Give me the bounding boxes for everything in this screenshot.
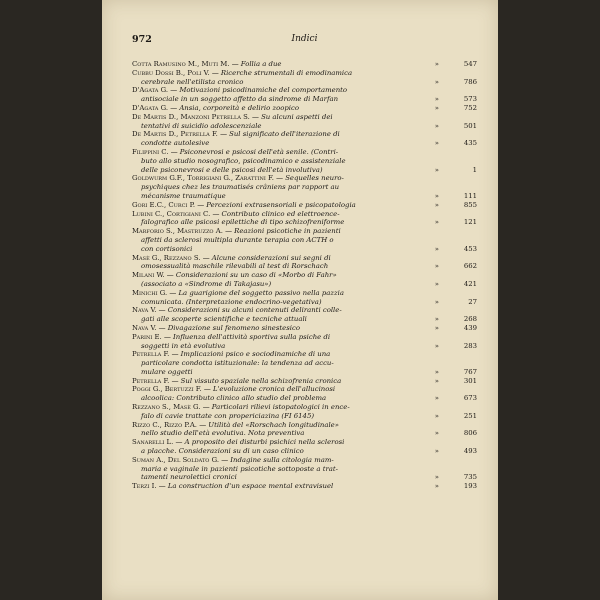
entry-page: 439: [463, 323, 477, 332]
entry-author: Lubini C., Cortigiani C.: [132, 209, 213, 218]
entry-title-line: gati alle scoperte scientifiche e tecniche attuali: [141, 315, 307, 324]
page-title: Indici: [291, 34, 318, 44]
index-entry: [132, 69, 477, 87]
index-entry: [132, 482, 477, 491]
entry-author: Rizzo C., Rizzo P.A.: [132, 420, 200, 429]
entry-title-line: antisociale in un soggetto affetto da sindrome di Marfan: [141, 95, 339, 104]
entry-text: [132, 210, 477, 228]
page-number: 972: [132, 34, 152, 45]
index-entry: [132, 289, 477, 307]
entry-text: [132, 385, 477, 403]
entry-title-line: — Implicazioni psico e sociodinamiche di una: [171, 350, 331, 359]
entry-page: 121: [463, 218, 477, 227]
entry-title-line: — Alcune considerazioni sui segni di: [202, 253, 331, 262]
page-marker: »: [434, 482, 439, 491]
index-entry: [132, 403, 477, 421]
entry-title-line: a placche. Considerazioni su di un caso clinico: [141, 447, 304, 456]
entry-title-line: falo di cavie trattate con propericiazina (FI 6145): [141, 411, 315, 420]
page-marker: »: [434, 244, 439, 253]
entry-page: 573: [463, 95, 477, 104]
entry-title-line: — Psiconevrosi e psicosi dell'età senile. (Contri-: [170, 147, 339, 156]
entry-title-line: — Sul significato dell'iterazione di: [220, 130, 340, 139]
entry-author: Petrella F.: [132, 376, 172, 385]
page-header: [132, 34, 477, 48]
entry-author: Petrella F.: [132, 350, 172, 359]
entry-title-line: maria e vaginale in pazienti psicotiche sottoposte a trat-: [141, 464, 338, 473]
entry-page: 547: [463, 60, 477, 68]
entry-title-line: — Divagazione sul fenomeno sinestesico: [158, 323, 301, 332]
entry-author: Suman A., Del Soldato G.: [132, 455, 222, 464]
entry-page: 111: [463, 191, 477, 200]
index-entry: [132, 201, 477, 210]
entry-text: [132, 289, 477, 307]
index-entry: [132, 210, 477, 228]
page-marker: »: [434, 341, 439, 350]
entry-text: [132, 403, 477, 421]
page-marker: »: [434, 60, 439, 68]
page-marker: »: [434, 315, 439, 324]
entry-author: Sanarelli L.: [132, 438, 176, 447]
entry-text: [132, 350, 477, 376]
entry-title-line: buto allo studio nosografico, psicodinamico e assistenziale: [141, 156, 346, 165]
book-page: [102, 0, 498, 600]
index-entry: [132, 438, 477, 456]
entry-author: Terzi I.: [132, 482, 159, 491]
index-entry: [132, 350, 477, 376]
entry-title-line: — Considerazioni su alcuni contenuti deliranti colle-: [158, 306, 342, 315]
entry-author: Nava V.: [132, 306, 159, 315]
entry-text: [132, 69, 477, 87]
entry-author: De Martis D., Petrella F.: [132, 130, 221, 139]
entry-text: [132, 201, 477, 210]
entry-title-line: — Motivazioni psicodinamiche del comportamento: [170, 86, 348, 95]
entry-title-line: omosessualità maschile rilevabili al test di Rorschach: [141, 262, 329, 271]
entry-title-line: — Reazioni psicotiche in pazienti: [225, 227, 341, 236]
entry-author: Minichi G.: [132, 288, 170, 297]
entry-page: 855: [463, 200, 477, 209]
entry-page: 786: [463, 77, 477, 86]
entry-page: 27: [468, 297, 477, 306]
index-entry: [132, 86, 477, 104]
entry-title-line: — Percezioni extrasensoriali e psicopatologia: [197, 200, 356, 209]
page-marker: »: [434, 447, 439, 456]
entry-text: [132, 456, 477, 482]
entry-title-line: cerebrale nell'etilista cronico: [141, 77, 244, 86]
entry-title-line: — L'evoluzione cronica dell'allucinosi: [203, 385, 336, 394]
entry-title-line: — Sul vissuto spaziale nella schizofrenia cronica: [171, 376, 342, 385]
index-entry: [132, 271, 477, 289]
page-marker: »: [434, 473, 439, 482]
entry-title-line: delle psiconevrosi e delle psicosi dell'età involutiva): [141, 165, 323, 174]
entry-title-line: nello studio dell'età evolutiva. Nota preventiva: [141, 429, 305, 438]
page-marker: »: [434, 323, 439, 332]
entry-author: Rezzano S., Masè G.: [132, 403, 203, 412]
page-marker: »: [434, 411, 439, 420]
entry-title-line: alcoolica: Contributo clinico allo studio del problema: [141, 394, 327, 403]
entry-title-line: — Indagine sulla citologia mam-: [221, 455, 334, 464]
entry-title-line: — Follia a due: [231, 60, 282, 68]
page-marker: »: [434, 200, 439, 209]
entry-page: 501: [463, 121, 477, 130]
entry-author: Nava V.: [132, 323, 159, 332]
index-entry: [132, 60, 477, 69]
entry-page: 268: [463, 315, 477, 324]
entry-page: 435: [463, 139, 477, 148]
entry-title-line: con cortisonici: [141, 244, 193, 253]
entry-text: [132, 254, 477, 272]
entry-text: [132, 438, 477, 456]
entry-text: [132, 148, 477, 174]
index-entry: [132, 324, 477, 333]
entry-author: Poggi G., Bertuzzi F.: [132, 385, 204, 394]
entry-page: 453: [463, 244, 477, 253]
entry-text: [132, 306, 477, 324]
entry-text: [132, 333, 477, 351]
entry-page: 1: [472, 165, 477, 174]
entry-title-line: condotte autolesive: [141, 139, 210, 148]
entry-title-line: — La guarigione del soggetto passivo nella pazzia: [169, 288, 344, 297]
page-marker: »: [434, 218, 439, 227]
entry-author: Marforio S., Mastruzzo A.: [132, 227, 226, 236]
page-marker: »: [434, 139, 439, 148]
entry-author: Gori E.C., Curci P.: [132, 200, 198, 209]
entry-text: [132, 271, 477, 289]
entry-page: 767: [463, 367, 477, 376]
entry-text: [132, 104, 477, 113]
index-entry: [132, 174, 477, 200]
page-marker: »: [434, 279, 439, 288]
index-entry: [132, 377, 477, 386]
page-marker: »: [434, 103, 439, 112]
page-marker: »: [434, 95, 439, 104]
entry-title-line: comunicata. (Interpretazione endocrino-vegetativa): [141, 297, 322, 306]
page-marker: »: [434, 394, 439, 403]
entry-title-line: — Sequelles neuro-: [276, 174, 344, 183]
entry-text: [132, 86, 477, 104]
entry-title-line: mulare oggetti: [141, 367, 193, 376]
entry-page: 493: [463, 447, 477, 456]
entry-page: 283: [463, 341, 477, 350]
entry-page: 301: [463, 376, 477, 385]
entry-page: 421: [463, 279, 477, 288]
entry-title-line: — Utilità del «Rorschach longitudinale»: [199, 420, 339, 429]
entry-author: De Martis D., Manzoni Petrella S.: [132, 112, 252, 121]
entry-title-line: — Particolari rilievi istopatologici in ence-: [202, 403, 350, 412]
index-entry: [132, 306, 477, 324]
entry-text: [132, 324, 477, 333]
entry-title-line: affetti da sclerosi multipla durante terapia con ACTH o: [141, 235, 334, 244]
index-entry: [132, 227, 477, 253]
entry-text: [132, 482, 477, 491]
entry-title-line: soggetti in età evolutiva: [141, 341, 226, 350]
index-entry: [132, 104, 477, 113]
entry-title-line: falografico alle psicosi epilettiche di tipo schizofreniforme: [141, 218, 345, 227]
page-marker: »: [434, 121, 439, 130]
page-marker: »: [434, 429, 439, 438]
entry-title-line: mécanisme traumatique: [141, 191, 226, 200]
entry-title-line: tamenti neurolettici cronici: [141, 473, 237, 482]
index-entry: [132, 113, 477, 131]
entry-page: 806: [463, 429, 477, 438]
entry-text: [132, 113, 477, 131]
entry-author: Cubbu Dossi B., Poli V.: [132, 68, 212, 77]
entry-text: [132, 130, 477, 148]
entry-author: D'Agata G.: [132, 86, 171, 95]
entry-page: 251: [463, 411, 477, 420]
entry-author: Cotta Ramusino M., Muti M.: [132, 60, 232, 68]
page-marker: »: [434, 191, 439, 200]
entry-title-line: — Su alcuni aspetti dei: [251, 112, 333, 121]
entry-author: Filippini C.: [132, 147, 171, 156]
entry-page: 193: [463, 482, 477, 491]
entry-author: Masè G., Rezzano S.: [132, 253, 203, 262]
index-entry: [132, 333, 477, 351]
index-entry: [132, 421, 477, 439]
page-marker: »: [434, 262, 439, 271]
index-entry: [132, 385, 477, 403]
page-marker: »: [434, 376, 439, 385]
entry-text: [132, 421, 477, 439]
entry-title-line: — Influenza dell'attività sportiva sulla psiche di: [163, 332, 331, 341]
entry-title-line: tentativi di suicidio adolescenziale: [141, 121, 262, 130]
entry-title-line: (associato a «Sindrome di Takajasu»): [141, 279, 272, 288]
entry-title-line: — A proposito dei disturbi psichici nella sclerosi: [175, 438, 345, 447]
entry-author: Parini E.: [132, 332, 164, 341]
page-marker: »: [434, 297, 439, 306]
entry-title-line: — Considerazioni su un caso di «Morbo di Fahr»: [166, 271, 337, 280]
entry-title-line: particolare condotta istituzionale: la tendenza ad accu-: [141, 359, 334, 368]
index-entry: [132, 456, 477, 482]
entry-page: 662: [463, 262, 477, 271]
index-list: [132, 60, 477, 491]
entry-title-line: — Ricerche strumentali di emodinamica: [211, 68, 353, 77]
entry-title-line: psychiques chez les traumatisés crâniens par rapport au: [141, 183, 340, 192]
entry-title-line: — La construction d'un espace mental extravisuel: [158, 482, 334, 491]
entry-page: 735: [463, 473, 477, 482]
entry-author: Goldwurm G.F., Torrigiani G., Zarattini F.: [132, 174, 277, 183]
entry-text: [132, 60, 477, 69]
index-entry: [132, 148, 477, 174]
entry-text: [132, 377, 477, 386]
index-entry: [132, 130, 477, 148]
entry-author: Milani W.: [132, 271, 167, 280]
entry-author: D'Agata G.: [132, 103, 171, 112]
entry-title-line: — Ansia, corporeità e delirio zoopico: [170, 103, 300, 112]
index-entry: [132, 254, 477, 272]
entry-page: 673: [463, 394, 477, 403]
entry-title-line: — Contributo clinico ed elettroence-: [212, 209, 340, 218]
entry-text: [132, 227, 477, 253]
page-marker: »: [434, 77, 439, 86]
page-marker: »: [434, 165, 439, 174]
entry-page: 752: [463, 103, 477, 112]
entry-text: [132, 174, 477, 200]
page-marker: »: [434, 367, 439, 376]
